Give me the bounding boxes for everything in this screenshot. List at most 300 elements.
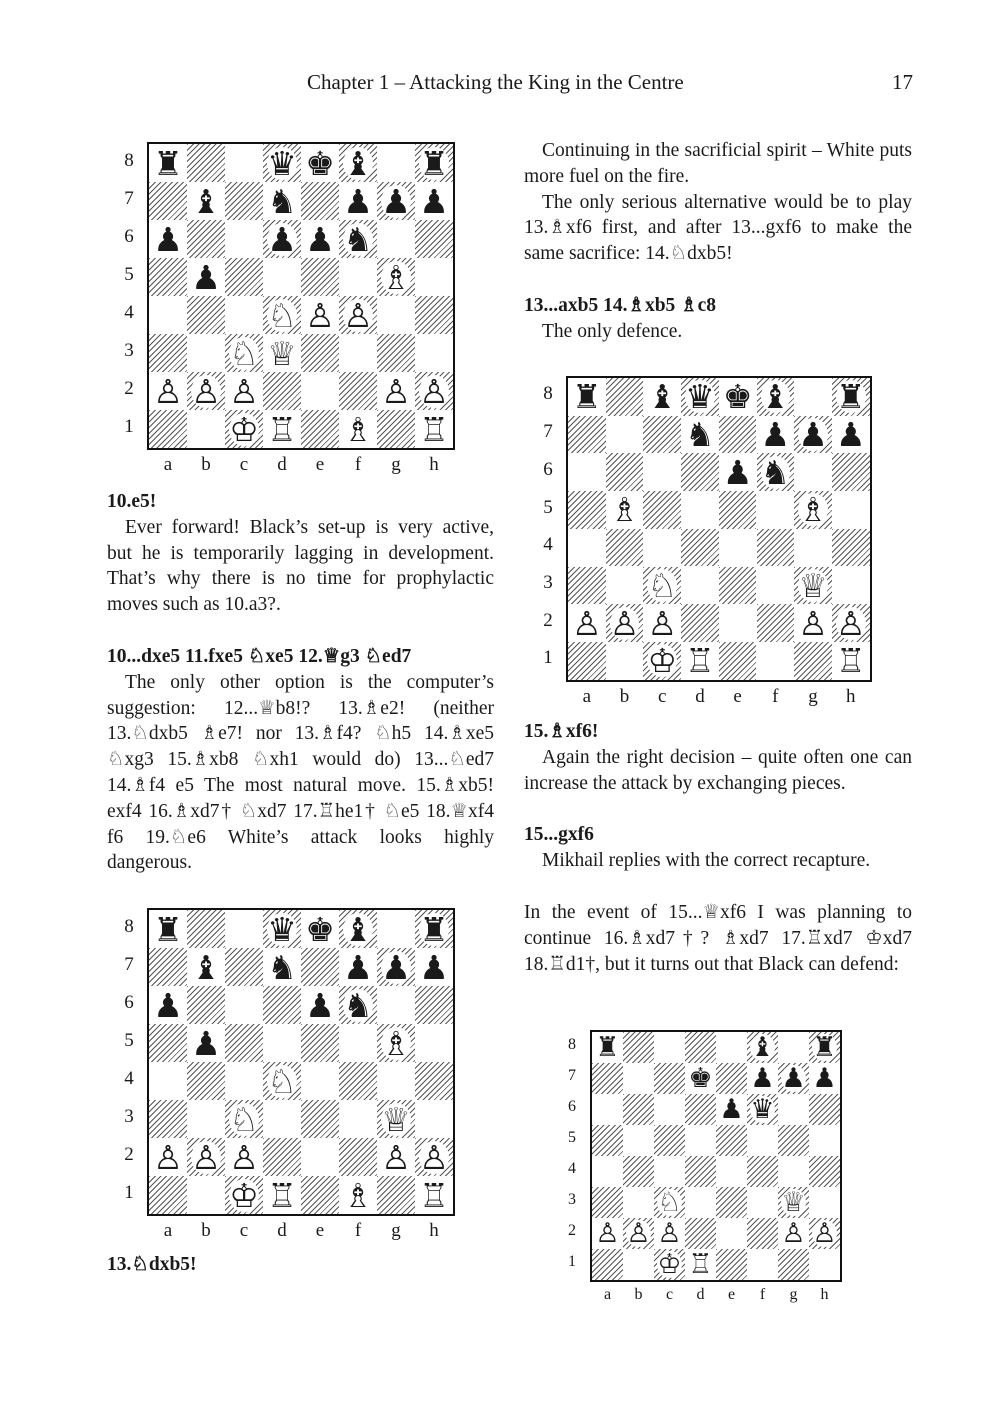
file-label: e <box>315 1220 325 1241</box>
square-e4 <box>301 1062 339 1100</box>
square-d3 <box>263 334 301 372</box>
square-e1 <box>719 642 757 680</box>
square-h5 <box>809 1125 840 1156</box>
square-d1 <box>263 410 301 448</box>
rank-label: 3 <box>124 1105 134 1127</box>
square-c6 <box>643 453 681 491</box>
file-label: e <box>733 685 742 707</box>
square-g4 <box>778 1156 809 1187</box>
file-label: h <box>820 1286 829 1303</box>
square-h8 <box>809 1032 840 1063</box>
commentary-paragraph: The only defence. <box>542 320 683 342</box>
square-g1 <box>778 1249 809 1280</box>
square-d3 <box>263 1100 301 1138</box>
square-c1 <box>654 1249 685 1280</box>
white-rook-icon: ♖ <box>267 410 297 448</box>
square-a4 <box>149 1062 187 1100</box>
white-pawn-icon: ♙ <box>343 296 373 334</box>
white-pawn-icon: ♙ <box>381 372 411 410</box>
square-a7 <box>592 1063 623 1094</box>
move-heading: 13...axb5 14.♗xb5 ♗c8 <box>524 294 717 316</box>
square-f7 <box>747 1063 778 1094</box>
commentary-paragraph: The only serious alternative would be to play 13.♗xf6 first, and after 13...gxf6 to make the same sacrifice: 14.♘dxb5! <box>524 191 912 265</box>
square-h7 <box>415 948 453 986</box>
square-d2 <box>681 604 719 642</box>
square-h4 <box>832 529 870 567</box>
square-f7 <box>339 182 377 220</box>
black-knight-icon: ♞ <box>267 182 297 220</box>
square-c7 <box>643 416 681 454</box>
square-a1 <box>149 410 187 448</box>
square-d7 <box>685 1063 716 1094</box>
file-label: c <box>658 685 667 707</box>
commentary-paragraph: Continuing in the sacrificial spirit – White puts more fuel on the fire. <box>524 140 912 187</box>
black-bishop-icon: ♝ <box>343 144 373 182</box>
move-heading: 10.e5! <box>107 491 157 512</box>
black-pawn-icon: ♟ <box>812 1063 837 1094</box>
black-pawn-icon: ♟ <box>343 182 373 220</box>
square-a6 <box>568 453 606 491</box>
black-pawn-icon: ♟ <box>381 182 411 220</box>
square-a3 <box>592 1187 623 1218</box>
square-c5 <box>225 258 263 296</box>
square-f1 <box>747 1249 778 1280</box>
square-e7 <box>719 416 757 454</box>
square-c7 <box>225 182 263 220</box>
square-b2 <box>187 1138 225 1176</box>
square-g6 <box>377 986 415 1024</box>
square-c2 <box>225 1138 263 1176</box>
square-d3 <box>685 1187 716 1218</box>
square-h1 <box>832 642 870 680</box>
square-b5 <box>606 491 644 529</box>
rank-label: 4 <box>568 1159 576 1177</box>
rank-label: 4 <box>124 301 134 323</box>
square-e3 <box>716 1187 747 1218</box>
black-bishop-icon: ♝ <box>191 948 221 986</box>
rank-label: 7 <box>124 187 134 209</box>
square-d1 <box>685 1249 716 1280</box>
square-b3 <box>187 1100 225 1138</box>
white-pawn-icon: ♙ <box>153 372 183 410</box>
square-d6 <box>263 220 301 258</box>
black-knight-icon: ♞ <box>343 220 373 258</box>
square-e1 <box>301 1176 339 1214</box>
file-label: h <box>429 454 439 475</box>
rank-label: 8 <box>124 915 134 937</box>
black-pawn-icon: ♟ <box>719 1094 744 1125</box>
square-c8 <box>225 910 263 948</box>
white-pawn-icon: ♙ <box>812 1218 837 1249</box>
square-h6 <box>415 986 453 1024</box>
square-h5 <box>832 491 870 529</box>
black-bishop-icon: ♝ <box>750 1032 775 1063</box>
square-e3 <box>301 1100 339 1138</box>
square-h7 <box>809 1063 840 1094</box>
move-heading: 15.♗xf6! <box>524 721 599 742</box>
square-g1 <box>377 1176 415 1214</box>
square-c3 <box>654 1187 685 1218</box>
black-knight-icon: ♞ <box>343 986 373 1024</box>
square-f4 <box>757 529 795 567</box>
square-e2 <box>716 1218 747 1249</box>
square-g2 <box>778 1218 809 1249</box>
black-pawn-icon: ♟ <box>419 948 449 986</box>
square-b3 <box>187 334 225 372</box>
square-d4 <box>263 296 301 334</box>
square-b1 <box>606 642 644 680</box>
square-h8 <box>832 378 870 416</box>
white-knight-icon: ♘ <box>229 334 259 372</box>
square-a8 <box>149 144 187 182</box>
white-queen-icon: ♕ <box>798 566 828 605</box>
white-pawn-icon: ♙ <box>153 1138 183 1176</box>
square-a3 <box>149 1100 187 1138</box>
square-f3 <box>757 567 795 605</box>
white-rook-icon: ♖ <box>835 641 866 680</box>
rank-label: 1 <box>124 1181 134 1203</box>
file-label: a <box>582 685 592 707</box>
square-f3 <box>747 1187 778 1218</box>
square-a1 <box>568 642 606 680</box>
black-pawn-icon: ♟ <box>343 948 373 986</box>
left-column <box>107 489 494 876</box>
white-pawn-icon: ♙ <box>419 1138 449 1176</box>
black-pawn-icon: ♟ <box>722 453 753 492</box>
rank-label: 1 <box>543 647 553 669</box>
white-pawn-icon: ♙ <box>381 1138 411 1176</box>
square-b4 <box>623 1156 654 1187</box>
black-bishop-icon: ♝ <box>760 378 791 416</box>
white-bishop-icon: ♗ <box>609 491 640 529</box>
square-c2 <box>654 1218 685 1249</box>
square-b3 <box>623 1187 654 1218</box>
white-pawn-icon: ♙ <box>657 1218 682 1249</box>
square-h7 <box>415 182 453 220</box>
file-label: g <box>391 454 401 475</box>
square-e8 <box>301 144 339 182</box>
square-d6 <box>685 1094 716 1125</box>
square-g3 <box>377 1100 415 1138</box>
square-d5 <box>263 258 301 296</box>
white-pawn-icon: ♙ <box>419 372 449 410</box>
square-e6 <box>716 1094 747 1125</box>
square-a4 <box>568 529 606 567</box>
square-e2 <box>301 1138 339 1176</box>
file-label: b <box>619 685 630 707</box>
square-b8 <box>187 144 225 182</box>
square-h3 <box>832 567 870 605</box>
square-f3 <box>339 334 377 372</box>
square-d1 <box>681 642 719 680</box>
commentary-paragraph: Again the right decision – quite often one can increase the attack by exchanging pieces. <box>524 746 912 794</box>
black-knight-icon: ♞ <box>760 453 791 492</box>
square-b8 <box>623 1032 654 1063</box>
square-h6 <box>415 220 453 258</box>
square-f2 <box>757 604 795 642</box>
square-b8 <box>187 910 225 948</box>
rank-label: 4 <box>543 534 553 556</box>
white-pawn-icon: ♙ <box>595 1218 620 1249</box>
square-f5 <box>757 491 795 529</box>
square-f1 <box>757 642 795 680</box>
file-label: a <box>163 454 173 475</box>
commentary-paragraph: In the event of 15...♕xf6 I was planning to continue 16.♗xd7†? ♗xd7 17.♖xd7 ♔xd7 18.♖d1†, but it turns out that Black can defend: <box>524 901 912 975</box>
square-a6 <box>592 1094 623 1125</box>
black-queen-icon: ♛ <box>750 1094 775 1125</box>
rank-label: 6 <box>124 991 134 1013</box>
rank-label: 1 <box>568 1252 576 1270</box>
square-f8 <box>747 1032 778 1063</box>
square-g4 <box>377 296 415 334</box>
square-h3 <box>415 334 453 372</box>
black-queen-icon: ♛ <box>267 910 297 948</box>
square-h1 <box>809 1249 840 1280</box>
white-queen-icon: ♕ <box>267 334 297 372</box>
square-b6 <box>606 453 644 491</box>
black-rook-icon: ♜ <box>419 144 449 182</box>
square-c5 <box>643 491 681 529</box>
square-a6 <box>149 220 187 258</box>
square-c8 <box>643 378 681 416</box>
file-label: d <box>695 685 705 707</box>
white-king-icon: ♔ <box>647 641 678 680</box>
rank-label: 5 <box>124 263 134 285</box>
square-h6 <box>832 453 870 491</box>
square-g6 <box>794 453 832 491</box>
square-c3 <box>225 334 263 372</box>
square-g7 <box>377 182 415 220</box>
square-e5 <box>301 1024 339 1062</box>
rank-label: 2 <box>124 377 134 399</box>
file-label: c <box>665 1286 674 1303</box>
square-a7 <box>568 416 606 454</box>
white-pawn-icon: ♙ <box>229 372 259 410</box>
square-d6 <box>681 453 719 491</box>
file-label: b <box>634 1286 643 1303</box>
square-g1 <box>794 642 832 680</box>
square-f7 <box>757 416 795 454</box>
square-a7 <box>149 948 187 986</box>
square-h6 <box>809 1094 840 1125</box>
square-f2 <box>339 372 377 410</box>
white-queen-icon: ♕ <box>781 1187 806 1218</box>
square-c7 <box>654 1063 685 1094</box>
file-label: c <box>239 1220 249 1241</box>
square-f6 <box>757 453 795 491</box>
square-g8 <box>377 144 415 182</box>
white-pawn-icon: ♙ <box>572 604 602 642</box>
square-g2 <box>377 372 415 410</box>
chess-board <box>566 376 872 682</box>
square-f6 <box>339 986 377 1024</box>
square-h1 <box>415 1176 453 1214</box>
square-h1 <box>415 410 453 448</box>
square-f5 <box>747 1125 778 1156</box>
black-king-icon: ♚ <box>688 1063 713 1094</box>
black-rook-icon: ♜ <box>419 910 449 948</box>
square-h3 <box>809 1187 840 1218</box>
square-h2 <box>415 372 453 410</box>
file-label: f <box>759 1286 766 1303</box>
black-rook-icon: ♜ <box>153 910 183 948</box>
square-h2 <box>415 1138 453 1176</box>
file-label: d <box>277 1220 287 1241</box>
square-g5 <box>377 1024 415 1062</box>
square-e5 <box>719 491 757 529</box>
file-label: d <box>277 454 287 475</box>
square-g3 <box>794 567 832 605</box>
white-pawn-icon: ♙ <box>647 604 678 642</box>
square-c1 <box>225 410 263 448</box>
white-knight-icon: ♘ <box>657 1187 682 1218</box>
square-g8 <box>377 910 415 948</box>
black-pawn-icon: ♟ <box>798 415 828 454</box>
rank-label: 4 <box>124 1067 134 1089</box>
square-d2 <box>263 1138 301 1176</box>
file-label: h <box>845 685 856 707</box>
black-king-icon: ♚ <box>305 910 335 948</box>
rank-label: 6 <box>543 458 553 480</box>
black-knight-icon: ♞ <box>267 948 297 986</box>
square-g5 <box>778 1125 809 1156</box>
square-d6 <box>263 986 301 1024</box>
move-heading: 13.♘dxb5! <box>107 1254 197 1275</box>
square-d5 <box>685 1125 716 1156</box>
square-h5 <box>415 258 453 296</box>
square-a2 <box>149 372 187 410</box>
square-e6 <box>301 220 339 258</box>
square-f5 <box>339 1024 377 1062</box>
file-label: b <box>201 1220 211 1241</box>
square-a2 <box>568 604 606 642</box>
square-b1 <box>187 1176 225 1214</box>
square-g7 <box>377 948 415 986</box>
square-b6 <box>187 220 225 258</box>
white-rook-icon: ♖ <box>267 1176 297 1214</box>
square-g4 <box>794 529 832 567</box>
square-c1 <box>225 1176 263 1214</box>
square-g8 <box>794 378 832 416</box>
rank-label: 2 <box>543 609 553 631</box>
rank-label: 7 <box>568 1066 576 1084</box>
square-g3 <box>377 334 415 372</box>
square-f6 <box>339 220 377 258</box>
black-bishop-icon: ♝ <box>647 378 678 416</box>
file-label: f <box>354 1220 362 1241</box>
black-queen-icon: ♛ <box>267 144 297 182</box>
square-d5 <box>681 491 719 529</box>
square-f7 <box>339 948 377 986</box>
black-pawn-icon: ♟ <box>305 986 335 1024</box>
square-g2 <box>377 1138 415 1176</box>
file-label: f <box>354 454 362 475</box>
square-g7 <box>794 416 832 454</box>
black-queen-icon: ♛ <box>685 378 715 416</box>
white-knight-icon: ♘ <box>267 296 297 334</box>
black-bishop-icon: ♝ <box>343 910 373 948</box>
square-c7 <box>225 948 263 986</box>
rank-label: 6 <box>568 1097 576 1115</box>
square-b3 <box>606 567 644 605</box>
white-pawn-icon: ♙ <box>191 372 221 410</box>
white-pawn-icon: ♙ <box>798 604 828 642</box>
square-c4 <box>225 1062 263 1100</box>
square-d1 <box>263 1176 301 1214</box>
square-h8 <box>415 144 453 182</box>
black-pawn-icon: ♟ <box>419 182 449 220</box>
square-e4 <box>301 296 339 334</box>
square-a5 <box>149 1024 187 1062</box>
right-column-top <box>524 138 912 345</box>
square-b5 <box>187 1024 225 1062</box>
square-g5 <box>377 258 415 296</box>
square-h4 <box>809 1156 840 1187</box>
square-a1 <box>149 1176 187 1214</box>
black-rook-icon: ♜ <box>572 378 602 416</box>
white-bishop-icon: ♗ <box>798 491 828 529</box>
square-f6 <box>747 1094 778 1125</box>
square-e8 <box>716 1032 747 1063</box>
file-label: b <box>201 454 211 475</box>
black-rook-icon: ♜ <box>812 1032 837 1063</box>
square-c2 <box>225 372 263 410</box>
square-e5 <box>716 1125 747 1156</box>
square-b4 <box>187 296 225 334</box>
file-label: a <box>163 1220 173 1241</box>
square-b7 <box>187 948 225 986</box>
square-f5 <box>339 258 377 296</box>
file-label: h <box>429 1220 439 1241</box>
square-h3 <box>415 1100 453 1138</box>
square-b7 <box>187 182 225 220</box>
commentary-paragraph: The only other option is the computer’s suggestion: 12...♕b8!? 13.♗e2! (neither 13.♘dxb5 ♗e7! nor 13.♗f4? ♘h5 14.♗xe5 ♘xg3 15.♗xb8 ♘xh1 would do) 13...♘ed7 14.♗f4 e5 The most natural move. 15.♗xb5! exf4 16.♗xd7† ♘xd7 17.♖he1† ♘e5 18.♕xf4 f6 19.♘e6 White’s attack looks highly dangerous. <box>107 671 494 874</box>
square-b7 <box>623 1063 654 1094</box>
square-b6 <box>187 986 225 1024</box>
square-g7 <box>778 1063 809 1094</box>
square-g1 <box>377 410 415 448</box>
square-e8 <box>719 378 757 416</box>
square-c6 <box>225 220 263 258</box>
square-d8 <box>263 144 301 182</box>
square-c2 <box>643 604 681 642</box>
rank-label: 3 <box>543 571 553 593</box>
square-b7 <box>606 416 644 454</box>
square-e3 <box>719 567 757 605</box>
commentary-paragraph: Mikhail replies with the correct recapture. <box>542 850 871 872</box>
square-f4 <box>339 1062 377 1100</box>
square-b6 <box>623 1094 654 1125</box>
square-e2 <box>719 604 757 642</box>
rank-label: 8 <box>124 149 134 171</box>
move-heading: 15...gxf6 <box>524 824 594 846</box>
square-b5 <box>187 258 225 296</box>
left-column-bottom <box>107 1252 494 1278</box>
white-rook-icon: ♖ <box>685 641 715 680</box>
square-d2 <box>685 1218 716 1249</box>
black-pawn-icon: ♟ <box>267 220 297 258</box>
black-king-icon: ♚ <box>722 378 753 416</box>
black-pawn-icon: ♟ <box>153 220 183 258</box>
square-b4 <box>606 529 644 567</box>
square-g2 <box>794 604 832 642</box>
square-c6 <box>654 1094 685 1125</box>
rank-label: 7 <box>124 953 134 975</box>
file-label: e <box>315 454 325 475</box>
square-b4 <box>187 1062 225 1100</box>
square-d4 <box>263 1062 301 1100</box>
black-rook-icon: ♜ <box>835 378 866 416</box>
